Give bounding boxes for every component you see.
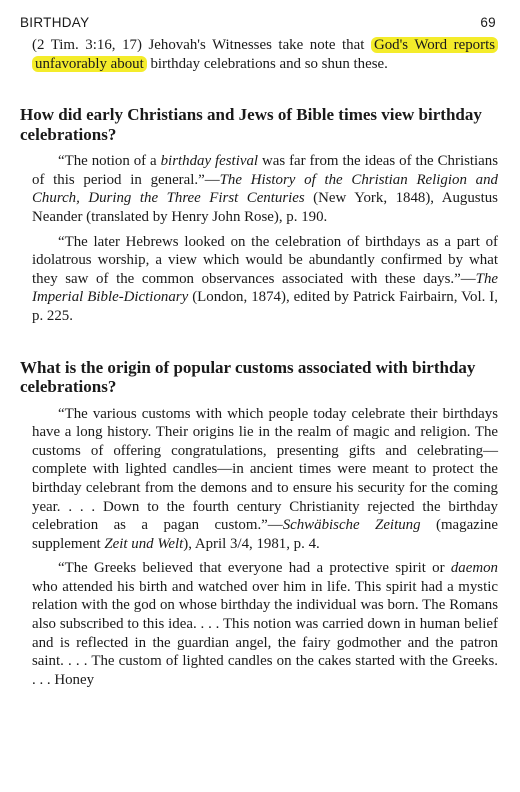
running-head bbox=[20, 14, 498, 32]
quote-text: “The Greeks believed that everyone had a protective spirit or bbox=[58, 560, 451, 577]
quote-text: “The various customs with which people today celebrate their birthdays have a long history. Their origins lie in the realm of magic and religion. The customs of offering congratulations, presenting gifts and celebrating—complete with lighted candles—in ancient times were meant to protect the birthday celebrant from the demons and to ensure his security for the coming year. . . . Down to the fourth century Christianity rejected the birthday celebration as a pagan custom.”— bbox=[32, 405, 498, 534]
highlighted-phrase: God's Word reports unfavorably about bbox=[32, 37, 498, 72]
quote-text: “The later Hebrews looked on the celebration of birthdays as a part of idolatrous worship, a view which would be abundantly confirmed by what they saw of the common observances associated with these days.”— bbox=[32, 233, 498, 287]
quote-italic: birthday festival bbox=[160, 153, 259, 170]
quote-text: “The notion of a bbox=[58, 153, 161, 170]
quote-neander bbox=[20, 152, 498, 226]
question-heading-origin-customs: What is the origin of popular customs associated with birthday celebrations? bbox=[20, 357, 476, 397]
lead-text-after: birthday celebrations and so shun these. bbox=[146, 55, 388, 72]
source-title: Schwäbische Zeitung bbox=[282, 517, 421, 534]
lead-text-before: (2 Tim. 3:16, 17) Jehovah's Witnesses take note that bbox=[32, 37, 371, 53]
quote-text: was far from the ideas of the Christians of this period in general.”— bbox=[32, 153, 498, 188]
source-details: (New York, 1848), Augustus Neander (translated by Henry John Rose), p. 190. bbox=[32, 190, 498, 225]
quote-schwabische-zeitung bbox=[20, 405, 498, 554]
question-heading-early-christians: How did early Christians and Jews of Bible times view birthday celebrations? bbox=[20, 105, 482, 144]
quote-text: who attended his birth and watched over him in life. This spirit had a mystic relation with the god on whose birthday the individual was born. The Romans also subscribed to this idea. . . . This notion was carried down in human belief and is reflected in the guardian angel, the fairy godmother and the patron saint. . . . The custom of lighted candles on the cakes started with the Greeks. . . . Honey bbox=[32, 578, 498, 688]
source-title: The Imperial Bible-Dictionary bbox=[32, 270, 498, 306]
quote-italic: daemon bbox=[450, 560, 498, 577]
quote-greeks-daemon bbox=[20, 559, 498, 689]
lead-paragraph bbox=[20, 36, 498, 73]
source-title: Zeit und Welt bbox=[104, 535, 184, 552]
page-number: 69 bbox=[480, 15, 496, 30]
source-details: ), April 3/4, 1981, p. 4. bbox=[183, 535, 320, 552]
quote-imperial-bible-dictionary bbox=[20, 233, 498, 326]
section-title: BIRTHDAY bbox=[20, 15, 90, 30]
source-details: (magazine supplement bbox=[32, 517, 498, 552]
source-details: (London, 1874), edited by Patrick Fairbairn, Vol. I, p. 225. bbox=[32, 289, 498, 324]
source-title: The History of the Christian Religion and Church, During the Three First Centuries bbox=[32, 171, 498, 207]
